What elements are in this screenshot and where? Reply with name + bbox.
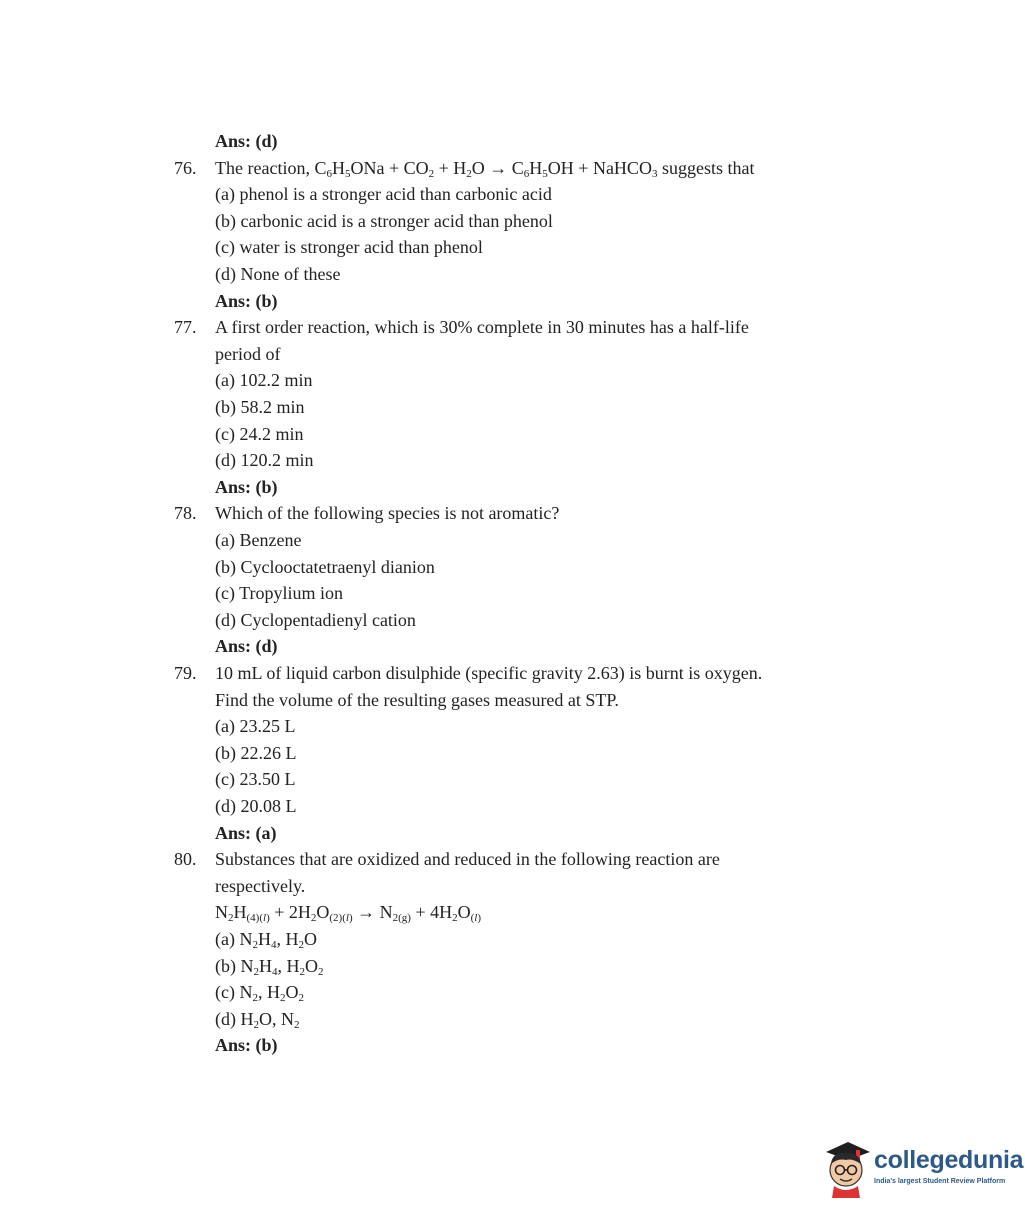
logo-name: collegedunia <box>874 1146 1024 1174</box>
question-text: The reaction, $C_6H_5ONa + CO_2 + H_2O \to C_6H_5OH$ + NaHCO$_3$ suggests that <box>215 157 755 180</box>
option: (d) None of these <box>215 264 341 284</box>
option: (d) 20.08 L <box>215 796 297 816</box>
option: (b) $N_2H_4$, $H_2O_2$ <box>215 955 324 978</box>
question-text: Substances that are oxidized and reduced in the following reaction are <box>215 849 720 870</box>
option: (a) Benzene <box>215 530 302 550</box>
mascot-icon <box>822 1136 872 1198</box>
question-number: 79. <box>174 663 197 683</box>
answer: Ans: (d) <box>215 131 278 151</box>
option: (c) 24.2 min <box>215 423 304 444</box>
option: (a) 102.2 min <box>215 370 313 391</box>
option: (d) Cyclopentadienyl cation <box>215 609 416 630</box>
option: (c) $N_2$, $H_2O_2$ <box>215 982 304 1005</box>
question-text: A first order reaction, which is 30% complete in 30 minutes has a half-life <box>215 317 749 338</box>
option: (a) phenol is a stronger acid than carbonic acid <box>215 184 552 205</box>
answer: Ans: (b) <box>215 290 278 311</box>
option: (b) Cyclooctatetraenyl dianion <box>215 556 435 577</box>
question-number: 77. <box>174 317 197 338</box>
answer: Ans: (b) <box>215 476 278 497</box>
option: $N_2H_{(4)(l)} + 2H_2O_{(2)(l)} \to N_{2(g)} + 4H_2O_{(l)}$ <box>215 902 482 925</box>
question-number: 78. <box>174 503 197 524</box>
answer: Ans: (a) <box>215 822 277 843</box>
option: (a) 23.25 L <box>215 716 296 737</box>
question-number: 76. <box>174 157 197 178</box>
option: Find the volume of the resulting gases measured at STP. <box>215 689 619 710</box>
option: (c) Tropylium ion <box>215 583 344 604</box>
option: (b) 58.2 min <box>215 397 305 417</box>
answer: Ans: (b) <box>215 1035 278 1056</box>
option: (a) $N_2H_4$, $H_2O$ <box>215 929 317 951</box>
collegedunia-logo[interactable] <box>822 1134 1024 1200</box>
option: (b) carbonic acid is a stronger acid than phenol <box>215 210 553 231</box>
logo-tagline: India's largest Student Review Platform <box>874 1178 1006 1185</box>
answer: Ans: (d) <box>215 636 278 657</box>
option: (b) 22.26 L <box>215 742 297 763</box>
question-text: Which of the following species is not aromatic? <box>215 503 560 524</box>
option: (d) $H_2O$, $N_2$ <box>215 1008 300 1031</box>
option: (d) 120.2 min <box>215 450 314 471</box>
question-number: 80. <box>174 849 197 870</box>
option: respectively. <box>215 875 306 896</box>
option: (c) 23.50 L <box>215 769 296 790</box>
option: (c) water is stronger acid than phenol <box>215 237 483 258</box>
question-text: 10 mL of liquid carbon disulphide (specific gravity 2.63) is burnt is oxygen. <box>215 663 763 683</box>
option: period of <box>215 343 281 364</box>
